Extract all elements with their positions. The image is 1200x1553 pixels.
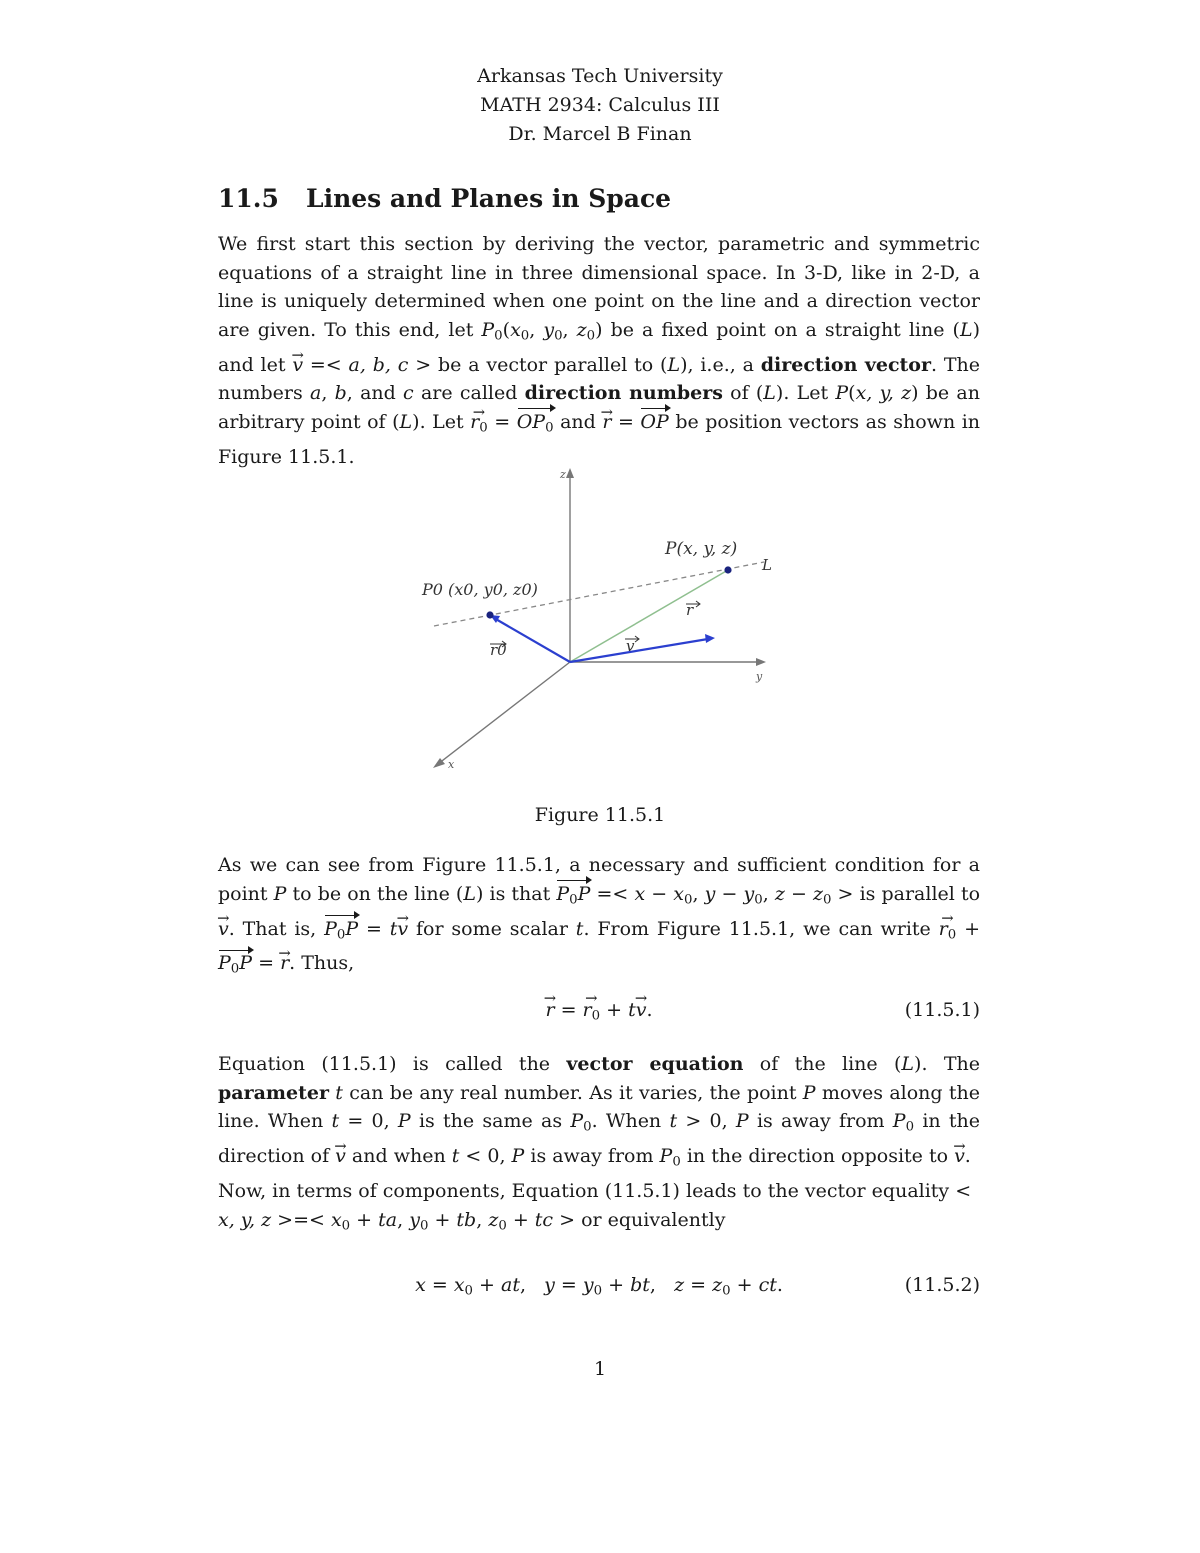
- equation-number-2: (11.5.2): [904, 1274, 980, 1296]
- vector-equation-paragraph: Equation (11.5.1) is called the vector equation of the line (L). The parameter t can be any real number. As it varies, the point P moves along the line. When t = 0, P is the same as $P_0$. When t > 0, P is away from $P_0$ in the direction of → v and when t < 0, P is away from $P_0$ in the direction opposite to → v. Now, in terms of components, Equation (11.5.1) leads to the vector equality < x, y, z >=< $x_0$ + ta, $y_0$ + tb, $z_0$ + tc > or equivalently: [218, 1050, 980, 1241]
- intro-paragraph: We first start this section by deriving the vector, parametric and symmetric equations of a straight line in three dimensional space. In 3-D, like in 2-D, a line is uniquely determined when one point on the line and a direction vector are given. To this end, let $P_0(x_0$, $y_0$, $z_0$) be a fixed point on a straight line (L) and let → v =< a, b, c > be a vector parallel to (L), i.e., a direction vector. The numbers a, b, and c are called direction numbers of (L). Let P(x, y, z) be an arbitrary point of (L). Let → $r_0 = OP_0$ and → r = OP be position vectors as shown in Figure 11.5.1.: [218, 230, 980, 471]
- condition-paragraph: As we can see from Figure 11.5.1, a necessary and sufficient condition for a point P to be on the line (L) is that $P_0P =< x - x_0$, $y - y_0$, $z - z_0$ > is parallel to → v. That is, $P_0P = t\to v$ for some scalar t. From Figure 11.5.1, we can write → $r_0 + P_0P$ = → r. Thus,: [218, 851, 980, 984]
- x-axis-label: x: [448, 758, 455, 771]
- instructor-name: Dr. Marcel B Finan: [508, 123, 692, 145]
- point-p: [724, 566, 731, 573]
- figure-background: [420, 462, 776, 777]
- figure-caption: Figure 11.5.1: [534, 804, 666, 826]
- section-title: Lines and Planes in Space: [306, 184, 672, 213]
- section-number: 11.5: [218, 184, 279, 213]
- vec-v-label: v: [626, 637, 635, 655]
- section-heading: [218, 184, 671, 213]
- point-p0-label: P0 (x0, y0, z0): [422, 580, 538, 599]
- line-in-space-figure: [420, 462, 776, 777]
- course-title: MATH 2934: Calculus III: [480, 94, 720, 116]
- point-p0: [486, 611, 493, 618]
- equation-number-1: (11.5.1): [904, 999, 980, 1021]
- page-number: 1: [593, 1358, 607, 1380]
- z-axis-label: z: [560, 468, 566, 481]
- document-header: [0, 62, 1200, 149]
- university-name: Arkansas Tech University: [477, 65, 723, 87]
- document-page: Arkansas Tech University MATH 2934: Calculus III Dr. Marcel B Finan 11.5 Lines and Planes in Space We first start this section by deriving the vector, parametric and symmetric equations of a straight line in three dimensional space. In 3-D, like in 2-D, a line is uniquely determined when one point on the line and a direction vector are given. To this end, let $P_0(x_0$, $y_0$, $z_0$) be a fixed point on a straight line (L) and let → v =< a, b, c > be a vector parallel to (L), i.e., a direction vector. The numbers a, b, and c are called direction numbers of (L). Let P(x, y, z) be an arbitrary point of (L). Let → $r_0 = OP_0$ and → r = OP be position vectors as shown in Figure 11.5.1. z y x L P(x, y, z) P0 (x0, y0, z0) r r0 v Figure 11.5.1 As we can see from Figure 11.5.1, a necessary and sufficient condition for a point P to be on the line (L) is that $P_0P =< x - x_0$, $y - y_0$, $z - z_0$ > is parallel to → v. That is, $P_0P = t\to v$ for some scalar t. From Figure 11.5.1, we can write → $r_0 + P_0P$ = → r. Thus, → r = → $r_0 + t\to v$. (11.5.1) Equation (11.5.1) is called the vector equation of the line (L). The parameter t can be any real number. As it varies, the point P moves along the line. When t = 0, P is the same as $P_0$. When t > 0, P is away from $P_0$ in the direction of → v and when t < 0, P is away from $P_0$ in the direction opposite to → v. Now, in terms of components, Equation (11.5.1) leads to the vector equality < x, y, z >=< $x_0$ + ta, $y_0$ + tb, $z_0$ + tc > or equivalently $x = x_0$ + at, $y = y_0$ + bt, $z = z_0$ + ct. (11.5.2) 1: [0, 0, 1200, 1553]
- y-axis-label: y: [756, 670, 763, 683]
- point-p-label: P(x, y, z): [665, 539, 738, 559]
- vec-r-label: r: [686, 601, 694, 619]
- line-l-label: L: [762, 556, 772, 574]
- vec-r0-label: r0: [490, 641, 507, 659]
